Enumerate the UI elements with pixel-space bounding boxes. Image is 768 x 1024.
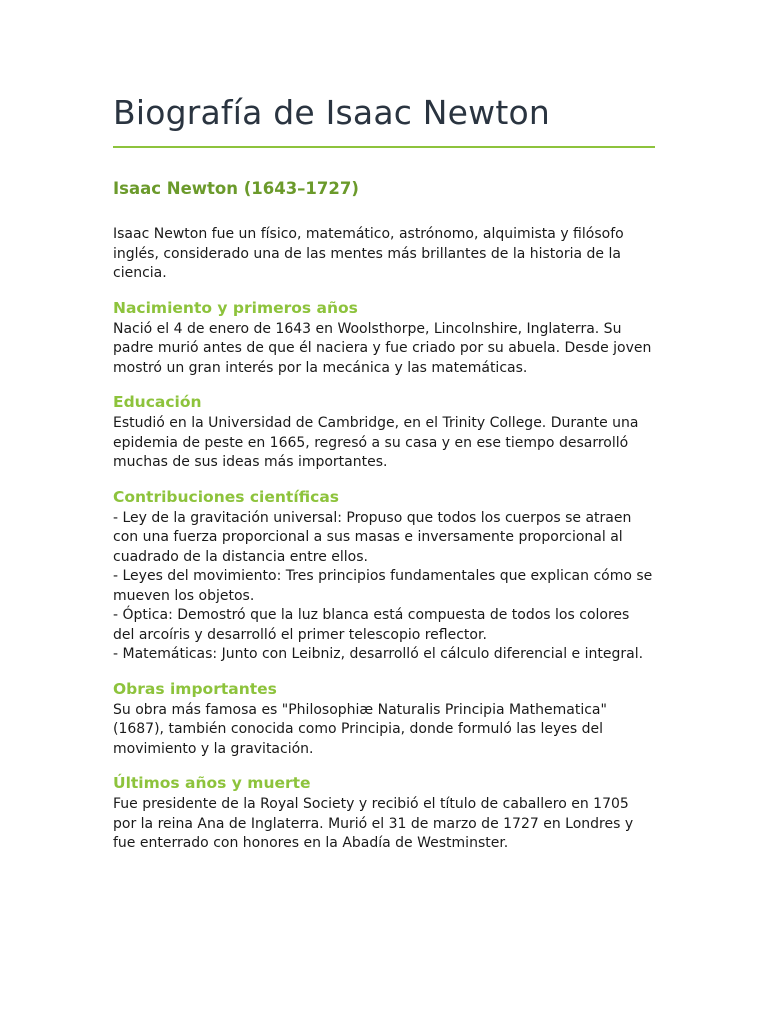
section-heading: Educación [113, 393, 202, 411]
section-heading: Últimos años y muerte [113, 774, 311, 792]
document-page [113, 92, 655, 854]
document-title: Biografía de Isaac Newton [113, 93, 550, 132]
list-item: - Óptica: Demostró que la luz blanca está compuesta de todos los colores del arcoíris y desarrolló el primer telescopio reflector. [113, 607, 630, 643]
document-subtitle: Isaac Newton (1643–1727) [113, 179, 359, 198]
section-contribuciones [113, 487, 655, 665]
list-item: - Matemáticas: Junto con Leibniz, desarrolló el cálculo diferencial e integral. [113, 646, 644, 662]
section-heading: Nacimiento y primeros años [113, 298, 358, 317]
section-obras [113, 679, 655, 760]
section-heading: Contribuciones científicas [113, 487, 340, 506]
title-divider [113, 146, 655, 148]
list-item: - Ley de la gravitación universal: Propuso que todos los cuerpos se atraen con una fuerza proporcional a sus masas e inversamente proporcional al cuadrado de la distancia entre ellos. [113, 509, 632, 565]
section-nacimiento [113, 298, 655, 379]
section-body: Fue presidente de la Royal Society y recibió el título de caballero en 1705 por la reina Ana de Inglaterra. Murió el 31 de marzo de 1727 en Londres y fue enterrado con honores en la Abadía de Westminster. [113, 796, 634, 851]
list-item: - Leyes del movimiento: Tres principios fundamentales que explican cómo se mueven los objetos. [113, 568, 653, 604]
section-ultimos-anos [113, 773, 655, 854]
section-heading: Obras importantes [113, 679, 277, 698]
intro-paragraph: Isaac Newton fue un físico, matemático, astrónomo, alquimista y filósofo inglés, considerado una de las mentes más brillantes de la historia de la ciencia. [113, 226, 624, 281]
contributions-list [113, 509, 655, 665]
section-body: Nació el 4 de enero de 1643 en Woolsthorpe, Lincolnshire, Inglaterra. Su padre murió antes de que él naciera y fue criado por su abuela. Desde joven mostró un gran interés por la mecánica y las matemáticas. [113, 320, 652, 376]
section-body: Su obra más famosa es "Philosophiæ Naturalis Principia Mathematica" (1687), también conocida como Principia, donde formuló las leyes del movimiento y la gravitación. [113, 701, 607, 757]
section-body: Estudió en la Universidad de Cambridge, en el Trinity College. Durante una epidemia de peste en 1665, regresó a su casa y en ese tiempo desarrolló muchas de sus ideas más importantes. [113, 415, 639, 470]
section-educacion [113, 392, 655, 473]
